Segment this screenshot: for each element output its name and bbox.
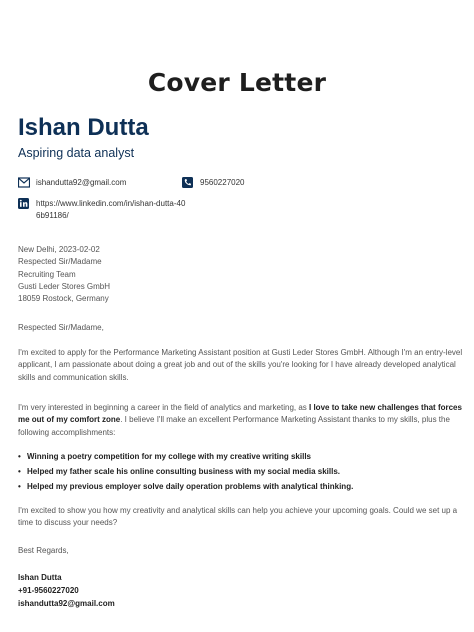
- applicant-role: Aspiring data analyst: [18, 146, 135, 160]
- signature-block: [18, 571, 464, 610]
- email-icon: [18, 177, 30, 188]
- document-title: Cover Letter: [147, 68, 327, 97]
- address-line: Gusti Leder Stores GmbH: [18, 281, 111, 291]
- contact-email[interactable]: [18, 177, 126, 189]
- list-item: • Winning a poetry competition for my college with my creative writing skills: [18, 451, 464, 466]
- accomplishments-list: [18, 451, 464, 496]
- linkedin-text: https://www.linkedin.com/in/ishan-dutta-406b91186/: [36, 199, 186, 220]
- list-item: • Helped my previous employer solve daily operation problems with analytical thinking.: [18, 481, 464, 496]
- paragraph-interest-bold: I love to take new challenges that forces me out of my comfort zone: [18, 403, 462, 425]
- address-line: 18059 Rostock, Germany: [18, 294, 109, 304]
- salutation: Respected Sir/Madame,: [18, 323, 104, 332]
- signature-name: Ishan Dutta: [18, 573, 62, 582]
- paragraph-interest-start: I'm very interested in beginning a career in the field of analytics and marketing, as: [18, 403, 310, 412]
- contact-linkedin[interactable]: [18, 198, 186, 222]
- closing-line: Best Regards,: [18, 546, 69, 555]
- address-line: Recruiting Team: [18, 269, 76, 279]
- signature-email: ishandutta92@gmail.com: [18, 599, 115, 608]
- recipient-address: [18, 244, 464, 305]
- address-line: New Delhi, 2023-02-02: [18, 245, 100, 254]
- paragraph-closing: I'm excited to show you how my creativity and analytical skills can help you achieve your upcoming goals. Could we set up a time to discuss your needs?: [18, 506, 458, 528]
- paragraph-interest-end: . I believe I'll make an excellent Performance Marketing Assistant thanks to my skills, plus the following accomplishments:: [18, 415, 450, 437]
- paragraph-interest: [18, 402, 464, 439]
- linkedin-icon: [18, 198, 30, 209]
- contact-phone[interactable]: [182, 177, 245, 189]
- email-text: ishandutta92@gmail.com: [36, 178, 127, 187]
- phone-text: 9560227020: [200, 178, 245, 187]
- list-item: • Helped my father scale his online consulting business with my social media skills.: [18, 466, 464, 481]
- address-line: Respected Sir/Madame: [18, 257, 102, 267]
- applicant-name: Ishan Dutta: [18, 114, 149, 141]
- phone-icon: [182, 177, 194, 188]
- paragraph-intro: I'm excited to apply for the Performance Marketing Assistant position at Gusti Leder Stores GmbH. Although I'm an entry-level applicant, I am passionate about doing a great job and out of the skills you're looking for I have already developed analytical skills and communication skills.: [18, 348, 463, 382]
- signature-phone: +91-9560227020: [18, 586, 79, 595]
